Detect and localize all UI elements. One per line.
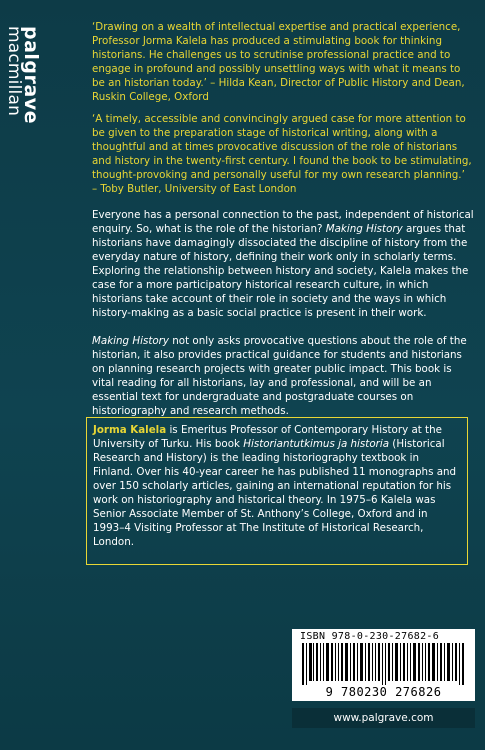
author-bio-text-b: (Historical Research and History) is the leading historiography textbook in Finland. Over his 40-year career he has published 11 monographs and over 150 scholarly articles, gaining an international reputation for his work on historiography and historical theory. In 1975–6 Kalela was Senior Associate Member of St. Anthony’s College, Oxford and in 1993–4 Visiting Professor at The Institute of Historical Research, London. — [93, 438, 457, 548]
description-paragraph-2 — [92, 334, 474, 418]
description-p2-title: Making History — [92, 335, 169, 347]
isbn-label: ISBN 978-0-230-27682-6 — [300, 631, 440, 642]
author-name: Jorma Kalela — [93, 424, 167, 436]
review-quote-2-attribution: – Toby Butler, University of East London — [92, 183, 297, 195]
brand-line-2: macmillan — [4, 26, 24, 117]
book-description — [92, 208, 474, 432]
brand-line-1: palgrave — [20, 26, 42, 124]
author-bio-text-a: is Emeritus Professor of Contemporary History at the University of Turku. His book — [93, 424, 442, 450]
description-paragraph-1 — [92, 208, 474, 320]
review-quote-2 — [92, 112, 472, 196]
description-p1-text-a: Everyone has a personal connection to the past, independent of historical enquiry. So, what is the role of the historian? — [92, 209, 474, 235]
review-quote-1: ‘Drawing on a wealth of intellectual expertise and practical experience, Professor Jorma Kalela has produced a stimulating book for thinking historians. He challenges us to scrutinise professional practice and to engage in profound and possibly unsettling ways with what it means to be an historian today.’ – Hilda Kean, Director of Public History and Dean, Ruskin College, Oxford — [92, 21, 465, 103]
barcode-icon — [300, 643, 468, 685]
description-p1-title: Making History — [325, 223, 403, 235]
review-quotes — [92, 20, 472, 204]
author-bio-box — [86, 417, 468, 565]
barcode-box — [292, 629, 475, 701]
publisher-website: www.palgrave.com — [292, 708, 475, 728]
description-p1-text-b: argues that historians have damagingly dissociated the discipline of history from the everyday nature of history, defining their work only in scholarly terms. Exploring the relationship between history and society, Kalela makes the case for a more participatory historical research culture, in which historians take account of their role in society and the ways in which history-making as a basic social practice is present in their work. — [92, 223, 469, 319]
description-p2-text: not only asks provocative questions about the role of the historian, it also provides practical guidance for students and historians on planning research projects with greater public impact. This book is vital reading for all historians, lay and professional, and will be an essential text for undergraduate and postgraduate courses on historiography and research methods. — [92, 335, 467, 417]
publisher-logo — [6, 26, 52, 146]
ean-number: 9 780230 276826 — [325, 685, 442, 699]
author-book-title: Historiantutkimus ja historia — [243, 438, 390, 450]
review-quote-2-text: ‘A timely, accessible and convincingly argued case for more attention to be given to the preparation stage of historical writing, along with a thoughtful and at times provocative discussion of the role of historians and history in the twenty-first century. I found the book to be stimulating, thought-provoking and personally useful for my own research planning.’ — [92, 113, 472, 181]
